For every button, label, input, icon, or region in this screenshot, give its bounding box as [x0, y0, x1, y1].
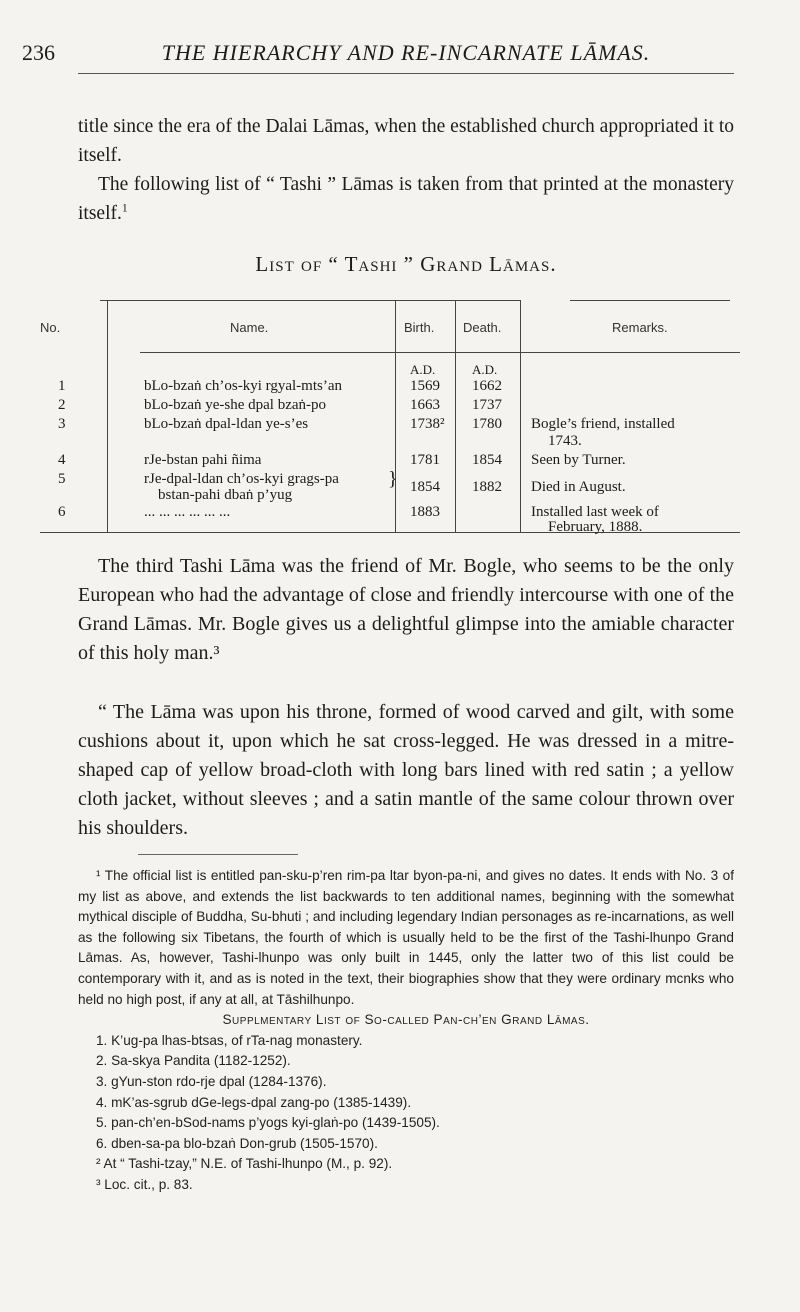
footnotes	[78, 866, 734, 1196]
row-no: 1	[58, 378, 66, 394]
row-no: 4	[58, 452, 66, 468]
row-death: 1780	[472, 416, 502, 432]
col-rule-2	[395, 300, 396, 532]
running-title: THE HIERARCHY AND RE-INCARNATE LĀMAS.	[161, 40, 651, 65]
row-name-cont: bstan-pahi dbaṅ p’yug	[158, 487, 293, 503]
row-no: 5	[58, 471, 66, 487]
row-death: 1662	[472, 378, 502, 394]
paragraph-bogle: The third Tashi Lāma was the friend of Mr. Bogle, who seems to be the only European who had the advantage of close and friendly intercourse with one of the Grand Lāmas. Mr. Bogle gives us a delightful glimpse into the amiable character of this holy man.³	[78, 555, 734, 664]
row-birth: 1663	[410, 397, 440, 413]
footnote-3: ³ Loc. cit., p. 83.	[96, 1176, 193, 1192]
header-death: Death.	[463, 320, 502, 335]
list-item: 3. gYun-ston rdo-rje dpal (1284-1376).	[96, 1073, 327, 1089]
row-remarks: Died in August.	[531, 479, 626, 495]
supplementary-list	[78, 1031, 734, 1155]
intro-line-1: title since the era of the Dalai Lāmas, when the established church appropriated it to itself.	[78, 116, 734, 166]
row-birth: 1883	[410, 504, 440, 520]
row-birth: 1569	[410, 378, 440, 394]
row-birth: 1738²	[410, 416, 445, 432]
col-rule-4	[520, 300, 521, 532]
intro-paragraph	[78, 112, 734, 228]
era-birth: A.D.	[410, 362, 436, 377]
row-no: 6	[58, 504, 66, 520]
table-rule-top	[100, 300, 520, 301]
row-remarks: Installed last week of	[531, 504, 659, 520]
header-remarks: Remarks.	[612, 320, 668, 335]
row-death: 1882	[472, 479, 502, 495]
footnote-1: ¹ The official list is entitled pan-sku-p’ren rim-pa ltar byon-pa-ni, and gives no dates. It ends with No. 3 of my list as above, and extends the list backwards to ten additional names, beginning with the somewhat mythical disciple of Buddha, Su-bhuti ; and including legendary Indian personages as re-incarnations, as well as the following six Tibetans, the fourth of which is usually held to be the first of the Tashi-lhunpo Grand Lāmas. As, however, Tashi-lhunpo was only built in 1445, only the latter two of this list could be contemporary with it, and as is noted in the text, their biographies show that they were ordinary mcnks who held no high post, if any at all, at Tāshilhunpo.	[78, 868, 734, 1007]
footnote-2: ² At “ Tashi-tzay,” N.E. of Tashi-lhunpo (M., p. 92).	[96, 1156, 393, 1172]
row-name: rJe-dpal-ldan ch’os-kyi grags-pa	[144, 471, 339, 487]
row-name: ... ... ... ... ... ...	[144, 504, 231, 520]
list-item: 2. Sa-skya Pandita (1182-1252).	[96, 1053, 291, 1069]
row-birth: 1781	[410, 452, 440, 468]
paragraph-quote: “ The Lāma was upon his throne, formed of wood carved and gilt, with some cushions about it, upon which he sat cross-legged. He was dressed in a mitre-shaped cap of yellow broad-cloth with long bars lined with red satin ; a yellow cloth jacket, without sleeves ; and a satin mantle of the same colour thrown over his shoulders.	[78, 701, 734, 839]
row-remarks: Seen by Turner.	[531, 452, 626, 468]
list-heading: List of “ Tashi ” Grand Lāmas.	[255, 252, 557, 276]
list-item: 4. mK’as-sgrub dGe-legs-dpal zang-po (1385-1439).	[96, 1094, 412, 1110]
table-rule-top-right	[570, 300, 730, 301]
row-remarks-cont: February, 1888.	[548, 519, 643, 535]
row-death: 1737	[472, 397, 502, 413]
list-item: 6. dben-sa-pa blo-bzaṅ Don-grub (1505-1570).	[96, 1135, 378, 1151]
col-rule-1	[107, 300, 108, 532]
footnote-mark: 1	[121, 201, 128, 215]
list-item: 5. pan-ch’en-bSod-nams p’yogs kyi-glaṅ-po (1439-1505).	[96, 1115, 440, 1131]
header-birth: Birth.	[404, 320, 435, 335]
list-item: 1. K’ug-pa lhas-btsas, of rTa-nag monastery.	[96, 1032, 363, 1048]
row-birth: 1854	[410, 479, 440, 495]
row-name: bLo-bzaṅ dpal-ldan ye-s’es	[144, 416, 309, 432]
intro-line-2: The following list of “ Tashi ” Lāmas is taken from that printed at the monastery itself.$^1$	[78, 174, 734, 224]
row-remarks-cont: 1743.	[548, 433, 582, 449]
row-name: bLo-bzaṅ ch’os-kyi rgyal-mts’an	[144, 378, 342, 394]
era-death: A.D.	[472, 362, 498, 377]
table-rule-header	[140, 352, 740, 353]
row-name: rJe-bstan pahi ñima	[144, 452, 262, 468]
header-no: No.	[40, 320, 61, 335]
col-rule-3	[455, 300, 456, 532]
page-number: 236	[22, 40, 55, 65]
brace-icon: }	[388, 468, 398, 490]
supplementary-heading: Supplmentary List of So-called Pan-ch’en Grand Lāmas.	[222, 1012, 590, 1028]
row-no: 3	[58, 416, 66, 432]
row-remarks: Bogle’s friend, installed	[531, 416, 675, 432]
footnote-rule	[138, 854, 298, 855]
header-rule	[78, 73, 734, 74]
lama-table	[40, 300, 740, 535]
header-name: Name.	[230, 320, 269, 335]
row-name: bLo-bzaṅ ye-she dpal bzaṅ-po	[144, 397, 327, 413]
row-no: 2	[58, 397, 66, 413]
row-death: 1854	[472, 452, 502, 468]
